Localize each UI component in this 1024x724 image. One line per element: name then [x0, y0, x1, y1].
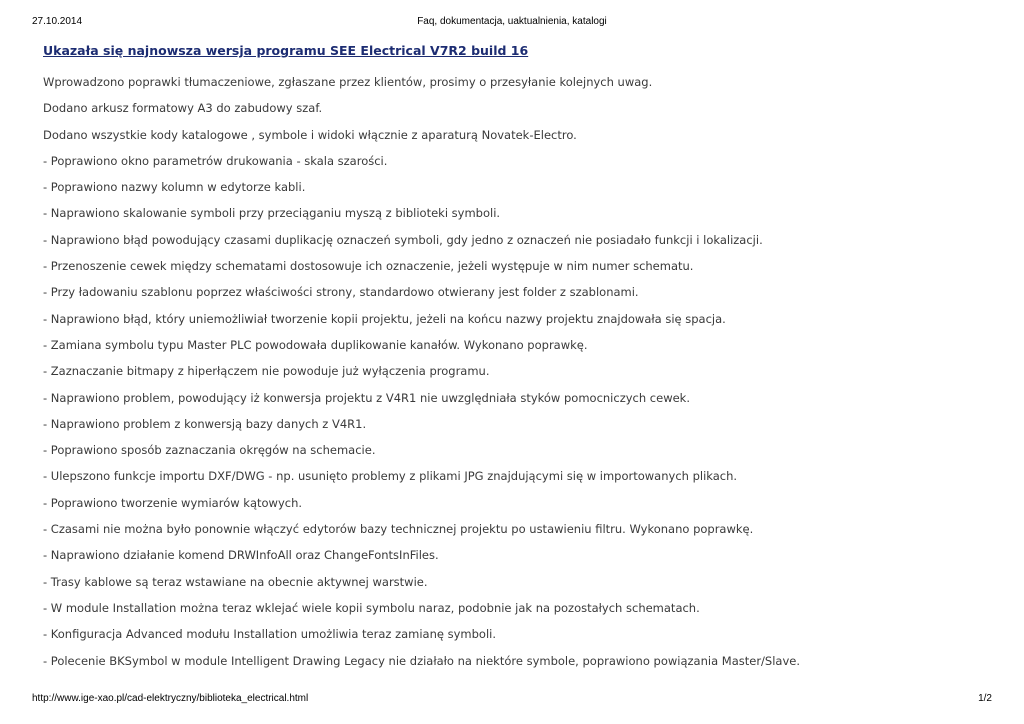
article-title-link[interactable]: Ukazała się najnowsza wersja programu SEE Electrical V7R2 build 16	[43, 43, 529, 58]
changelog-line: - Trasy kablowe są teraz wstawiane na obecnie aktywnej warstwie.	[43, 574, 428, 589]
changelog-line: - Naprawiono problem z konwersją bazy danych z V4R1.	[43, 416, 367, 431]
changelog-line: - Przy ładowaniu szablonu poprzez właściwości strony, standardowo otwierany jest folder z szablonami.	[43, 285, 639, 300]
changelog-line: - Naprawiono skalowanie symboli przy przeciąganiu myszą z biblioteki symboli.	[43, 206, 501, 221]
changelog-line: - Poprawiono okno parametrów drukowania - skala szarości.	[43, 153, 388, 168]
print-page-title: Faq, dokumentacja, uaktualnienia, katalogi	[417, 16, 607, 27]
changelog-line: Dodano arkusz formatowy A3 do zabudowy szaf.	[43, 101, 323, 116]
changelog-line: - Konfiguracja Advanced modułu Installation umożliwia teraz zamianę symboli.	[43, 627, 497, 642]
changelog-line: - Polecenie BKSymbol w module Intelligent Drawing Legacy nie działało na niektóre symbole, poprawiono powiązania Master/Slave.	[43, 653, 801, 668]
changelog-line: Wprowadzono poprawki tłumaczeniowe, zgłaszane przez klientów, prosimy o przesyłanie kolejnych uwag.	[43, 75, 653, 89]
changelog-line: - Poprawiono sposób zaznaczania okręgów na schemacie.	[43, 443, 376, 458]
changelog-line: Dodano wszystkie kody katalogowe , symbole i widoki włącznie z aparaturą Novatek-Electro.	[43, 127, 577, 142]
page-number: 1/2	[978, 693, 992, 704]
changelog-line: - Poprawiono tworzenie wymiarów kątowych.	[43, 495, 303, 510]
changelog-line: - Naprawiono działanie komend DRWInfoAll oraz ChangeFontsInFiles.	[43, 548, 439, 563]
changelog-line: - Naprawiono problem, powodujący iż konwersja projektu z V4R1 nie uwzględniała styków pomocniczych cewek.	[43, 390, 690, 405]
changelog-line: - Zamiana symbolu typu Master PLC powodowała duplikowanie kanałów. Wykonano poprawkę.	[43, 337, 588, 352]
print-url: http://www.ige-xao.pl/cad-elektryczny/biblioteka_electrical.html	[32, 693, 309, 704]
print-header	[32, 16, 992, 30]
changelog-line: - Czasami nie można było ponownie włączyć edytorów bazy technicznej projektu po ustawieniu filtru. Wykonano poprawkę.	[43, 522, 754, 537]
print-footer	[32, 693, 992, 707]
changelog-line: - Naprawiono błąd, który uniemożliwiał tworzenie kopii projektu, jeżeli na końcu nazwy projektu znajdowała się spacja.	[43, 311, 726, 326]
print-date: 27.10.2014	[32, 16, 83, 27]
article-content	[43, 40, 993, 668]
changelog-line: - Przenoszenie cewek między schematami dostosowuje ich oznaczenie, jeżeli występuje w nim numer schematu.	[43, 259, 694, 274]
changelog-list	[43, 69, 800, 674]
changelog-line: - Ulepszono funkcje importu DXF/DWG - np. usunięto problemy z plikami JPG znajdującymi się w importowanych plikach.	[43, 469, 738, 484]
changelog-line: - W module Installation można teraz wklejać wiele kopii symbolu naraz, podobnie jak na pozostałych schematach.	[43, 600, 700, 615]
changelog-line: - Zaznaczanie bitmapy z hiperłączem nie powoduje już wyłączenia programu.	[43, 364, 490, 379]
changelog-line: - Naprawiono błąd powodujący czasami duplikację oznaczeń symboli, gdy jedno z oznaczeń nie posiadało funkcji i lokalizacji.	[43, 232, 763, 247]
changelog-line: - Poprawiono nazwy kolumn w edytorze kabli.	[43, 180, 306, 195]
